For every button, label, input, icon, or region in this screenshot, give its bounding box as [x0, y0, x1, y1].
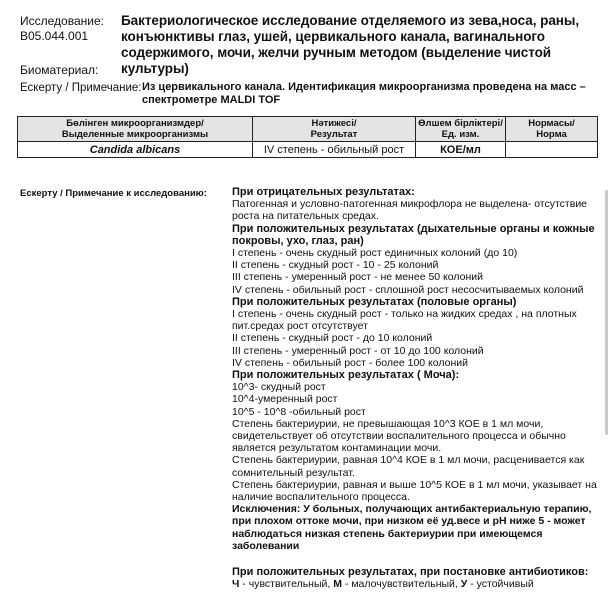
cell-organism: Candida albicans: [18, 142, 253, 158]
interpretation-block: [232, 186, 608, 591]
study-label: Исследование:: [20, 14, 104, 28]
exception-text: Исключения: У больных, получающих антибактериальную терапию, при плохом оттоке мочи, при низком её уд.весе и рН ниже 5 - может наблюдаться низкая степень бактериурии при имеющемся заболевании: [232, 503, 592, 552]
spacer: [232, 552, 608, 566]
urine-line: Степень бактериурии, равная 10^4 КОЕ в 1 мл мочи, расценивается как сомнительный результат.: [232, 454, 585, 479]
genital-line: II степень - скудный рост - до 10 колоний: [232, 332, 433, 345]
legend-code-moderate: М: [333, 578, 342, 591]
respiratory-line: I степень - очень скудный рост единичных колоний (до 10): [232, 247, 518, 260]
table-header-row: [18, 117, 598, 142]
table-row: [18, 142, 598, 158]
cell-unit: КОЕ/мл: [416, 142, 506, 158]
study-code: B05.044.001: [20, 29, 89, 43]
results-table: [17, 116, 598, 158]
genital-line: I степень - очень скудный рост - только на жидких средах , на плотных пит.средах рост отсутствует: [232, 308, 577, 333]
biomaterial-label: Биоматериал:: [20, 63, 99, 77]
antibiotic-heading: При положительных результатах, при постановке антибиотиков:: [232, 566, 589, 579]
header-unit-line2: Ед. изм.: [441, 129, 480, 140]
header-result-line1: Нәтижесі/: [311, 118, 357, 129]
legend-text-moderate: - малочувствительный,: [341, 578, 461, 591]
remarks-label: Ескерту / Примечание к исследованию:: [20, 188, 207, 199]
urine-line: Степень бактериурии, равная и выше 10^5 КОЕ в 1 мл мочи, указывает на наличие воспалительного процесса.: [232, 478, 597, 504]
legend-text-sensitive: - чувствительный,: [239, 578, 334, 591]
legend-text-resistant: - устойчивый: [467, 578, 534, 591]
note-label: Ескерту / Примечание:: [20, 82, 142, 94]
header-norm: [506, 117, 598, 142]
genital-line: III степень - умеренный рост - от 10 до 100 колоний: [232, 344, 484, 357]
respiratory-heading: При положительных результатах (дыхательные органы и кожные покровы, ухо, глаз, ран): [232, 222, 595, 247]
legend-code-sensitive: Ч: [232, 578, 240, 591]
respiratory-line: II степень - скудный рост - 10 - 25 колоний: [232, 259, 439, 272]
urine-line: 10^3- скудный рост: [232, 381, 326, 394]
urine-line: 10^5 - 10^8 -обильный рост: [232, 405, 366, 418]
header-result-line2: Результат: [310, 129, 358, 140]
header-norm-line1: Нормасы/: [528, 118, 575, 129]
study-title: Бактериологическое исследование отделяемого из зева,носа, раны, конъюнктивы глаз, ушей, цервикального канала, вагинального содержимого, мочи, желчи ручным методом (выделение чистой культуры): [121, 13, 580, 76]
note-text: Из цервикального канала. Идентификация микроорганизма проведена на масс – спектрометре MALDI TOF: [142, 81, 586, 106]
header-organisms-line2: Выделенные микроорганизмы: [61, 129, 209, 140]
genital-heading: При положительных результатах (половые органы): [232, 295, 517, 308]
header-unit: [416, 117, 506, 142]
respiratory-line: IV степень - обильный рост - сплошной рост несосчитываемых колоний: [232, 283, 584, 296]
genital-line: IV степень - обильный рост - более 100 колоний: [232, 356, 468, 369]
legend-code-resistant: У: [460, 578, 468, 591]
urine-line: 10^4-умеренный рост: [232, 393, 338, 406]
negative-heading: При отрицательных результатах:: [232, 186, 415, 198]
respiratory-line: III степень - умеренный рост - не менее 50 колоний: [232, 271, 483, 284]
header-organisms-line1: Бөлінген микроорганизмдер/: [66, 118, 204, 129]
header-unit-line1: Өлшем бірліктері/: [418, 118, 503, 129]
negative-text: Патогенная и условно-патогенная микрофлора не выделена- отсутствие роста на питательных средах.: [232, 198, 588, 223]
antibiotic-legend: [232, 578, 608, 590]
urine-heading: При положительных результатах ( Моча):: [232, 369, 460, 382]
header-result: [253, 117, 416, 142]
cell-norm: [506, 142, 598, 158]
header-organisms: [18, 117, 253, 142]
header-norm-line2: Норма: [536, 129, 567, 140]
urine-line: Степень бактериурии, не превышающая 10^3 КОЕ в 1 мл мочи, свидетельствует об отсутствии воспалительного процесса и обычно является результатом контаминации мочи.: [232, 417, 566, 455]
cell-result: IV степень - обильный рост: [253, 142, 416, 158]
